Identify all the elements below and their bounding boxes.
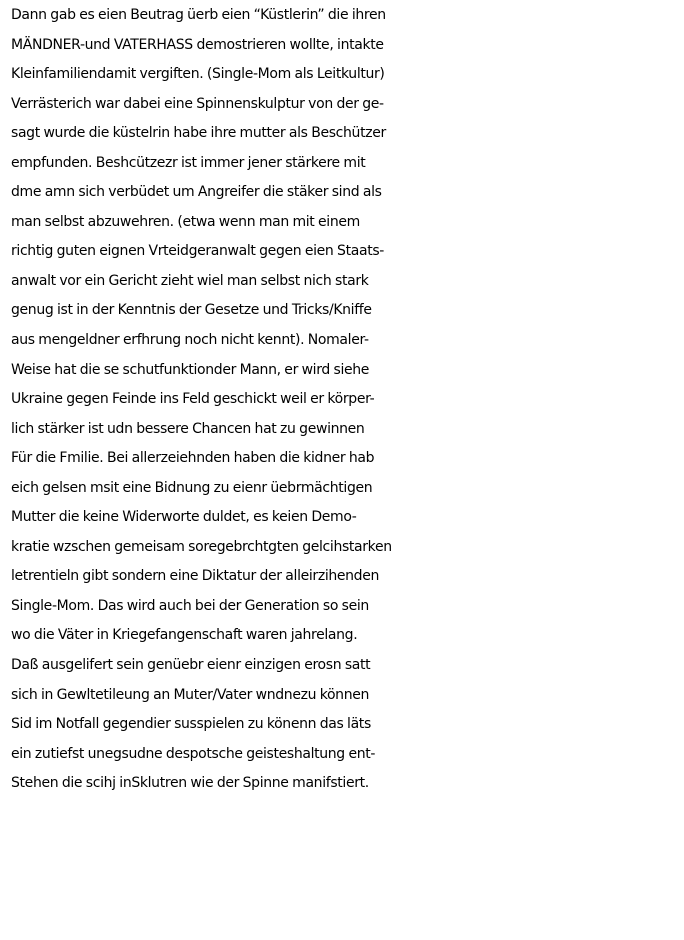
- text-line: Daß ausgelifert sein genüebr eienr einzigen erosn satt: [11, 657, 371, 674]
- text-line: richtig guten eignen Vrteidgeranwalt gegen eien Staats-: [11, 243, 384, 260]
- text-line: letrentieln gibt sondern eine Diktatur der alleirzihenden: [11, 568, 379, 585]
- body-text: [11, 1, 683, 799]
- text-line: ein zutiefst unegsudne despotsche geisteshaltung ent-: [11, 745, 376, 762]
- text-line: man selbst abzuwehren. (etwa wenn man mit einem: [11, 213, 360, 230]
- text-line: dme amn sich verbüdet um Angreifer die stäker sind als: [11, 184, 382, 201]
- text-line: eich gelsen msit eine Bidnung zu eienr üebrmächtigen: [11, 479, 373, 496]
- text-line: sich in Gewltetileung an Muter/Vater wndnezu können: [11, 686, 370, 703]
- text-line: wo die Väter in Kriegefangenschaft waren jahrelang.: [11, 627, 358, 644]
- text-line: Stehen die scihj inSklutren wie der Spinne manifstiert.: [11, 775, 369, 792]
- text-line: genug ist in der Kenntnis der Gesetze und Tricks/Kniffe: [11, 302, 372, 319]
- text-line: Kleinfamiliendamit vergiften. (Single-Mom als Leitkultur): [11, 66, 385, 83]
- text-line: Für die Fmilie. Bei allerzeiehnden haben die kidner hab: [11, 450, 375, 467]
- text-line: Mutter die keine Widerworte duldet, es keien Demo-: [11, 509, 357, 526]
- text-line: Weise hat die se schutfunktionder Mann, er wird siehe: [11, 361, 370, 378]
- text-line: kratie wzschen gemeisam soregebrchtgten gelcihstarken: [11, 538, 392, 555]
- text-line: lich stärker ist udn bessere Chancen hat zu gewinnen: [11, 420, 365, 437]
- text-line: empfunden. Beshcützezr ist immer jener stärkere mit: [11, 154, 366, 171]
- text-line: Verrästerich war dabei eine Spinnenskulptur von der ge-: [11, 95, 384, 112]
- text-line: Sid im Notfall gegendier susspielen zu könenn das läts: [11, 716, 371, 733]
- text-line: Single-Mom. Das wird auch bei der Generation so sein: [11, 597, 369, 614]
- text-line: Dann gab es eien Beutrag üerb eien “Küstlerin” die ihren: [11, 7, 386, 23]
- text-line: aus mengeldner erfhrung noch nicht kennt). Nomaler-: [11, 332, 369, 349]
- text-line: Ukraine gegen Feinde ins Feld geschickt weil er körper-: [11, 391, 375, 408]
- text-line: MÄNDNER-und VATERHASS demostrieren wollte, intakte: [11, 36, 384, 53]
- text-line: sagt wurde die küstelrin habe ihre mutter als Beschützer: [11, 125, 386, 142]
- text-line: anwalt vor ein Gericht zieht wiel man selbst nich stark: [11, 272, 369, 289]
